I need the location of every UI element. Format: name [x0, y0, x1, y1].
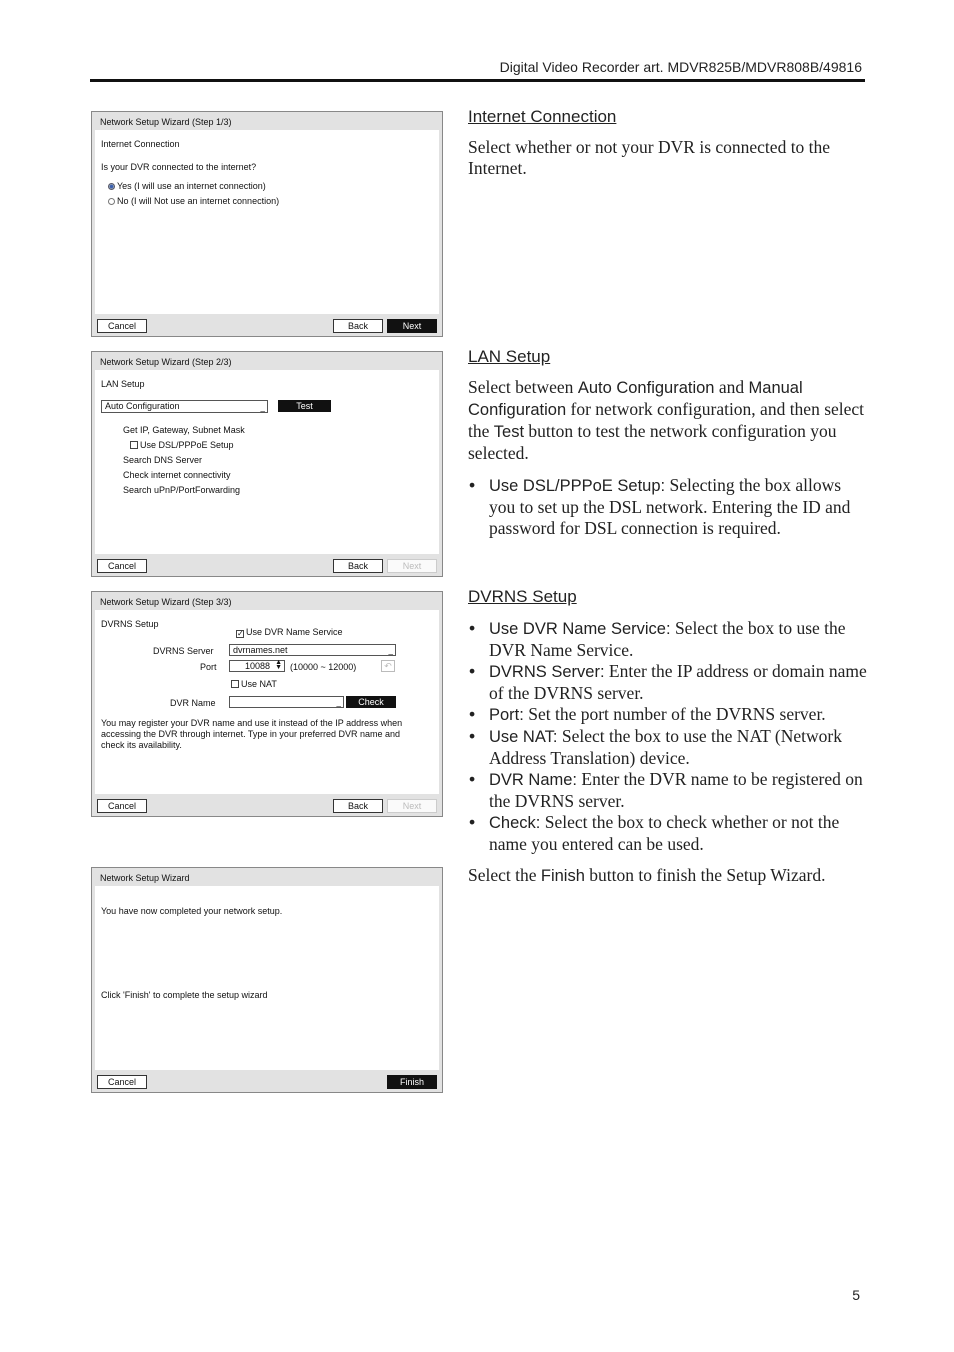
- back-button[interactable]: Back: [333, 799, 383, 813]
- dialog-footer: [92, 794, 442, 816]
- dsl-checkbox[interactable]: [130, 440, 234, 450]
- radio-unselected-icon: [108, 198, 115, 205]
- section-internet: [468, 107, 868, 179]
- check-button[interactable]: Check: [346, 696, 396, 708]
- chevron-down-icon: _: [336, 698, 341, 707]
- dialog-title: Network Setup Wizard (Step 2/3): [100, 357, 232, 367]
- finish-instruction: Click 'Finish' to complete the setup wizard: [101, 990, 268, 1000]
- port-value: 10088: [244, 661, 270, 671]
- lan-step-ip: Get IP, Gateway, Subnet Mask: [123, 425, 245, 435]
- test-button[interactable]: Test: [278, 400, 331, 412]
- list-item: • DVR Name: Enter the DVR name to be registered on the DVRNS server.: [469, 769, 863, 811]
- next-button[interactable]: Next: [387, 319, 437, 333]
- ui-term: DVRNS Server:: [489, 663, 605, 681]
- radio-selected-icon: [108, 183, 115, 190]
- radio-no-label: No (I will Not use an internet connection): [117, 196, 280, 206]
- ui-term: Check:: [489, 814, 541, 832]
- checkbox-icon: [130, 441, 138, 449]
- list-item: • Use DVR Name Service: Select the box to use the DVR Name Service.: [469, 618, 846, 660]
- dvrns-server-label: DVRNS Server: [153, 646, 214, 656]
- dialog-heading: Internet Connection: [101, 139, 180, 149]
- bullet-list: [468, 475, 868, 539]
- dialog-title: Network Setup Wizard: [100, 873, 190, 883]
- use-nat-checkbox[interactable]: [231, 679, 277, 689]
- back-button[interactable]: Back: [333, 559, 383, 573]
- dialog-step1: [91, 111, 443, 337]
- dvr-name-input[interactable]: [229, 696, 344, 708]
- list-item: • DVRNS Server: Enter the IP address or domain name of the DVRNS server.: [469, 661, 867, 703]
- undo-icon[interactable]: ↶: [381, 660, 395, 672]
- radio-no[interactable]: [108, 196, 279, 206]
- finish-button[interactable]: Finish: [387, 1075, 437, 1089]
- ui-term: Auto Configuration: [577, 379, 715, 397]
- section-body: [468, 377, 868, 464]
- dialog-body: [95, 610, 439, 794]
- cancel-button[interactable]: Cancel: [97, 799, 147, 813]
- text: Select the box to use the DVR Name Service.: [489, 618, 846, 660]
- lan-step-internet: Check internet connectivity: [123, 470, 231, 480]
- back-button[interactable]: Back: [333, 319, 383, 333]
- ui-term: Manual Configuration: [468, 379, 803, 419]
- text: Select the box to use the NAT (Network Address Translation) device.: [489, 726, 842, 768]
- checkmark-icon: ✓: [237, 629, 244, 638]
- dialog-heading: DVRNS Setup: [101, 619, 159, 629]
- dialog-footer: [92, 554, 442, 576]
- chevron-down-icon: _: [388, 646, 393, 655]
- dialog-body: [95, 370, 439, 554]
- use-dvrns-checkbox[interactable]: [236, 627, 343, 638]
- lan-config-select[interactable]: [101, 400, 268, 413]
- port-stepper[interactable]: [229, 660, 285, 672]
- bullet-list: [468, 618, 868, 855]
- text: Select the: [468, 865, 541, 885]
- ui-term: DVR Name:: [489, 771, 578, 789]
- text: Enter the IP address or domain name of the DVRNS server.: [489, 661, 867, 703]
- checkbox-icon: [231, 680, 239, 688]
- completed-message: You have now completed your network setup.: [101, 906, 283, 916]
- section-dvrns: [468, 587, 868, 887]
- header-rule: [90, 79, 865, 82]
- dialog-title: Network Setup Wizard (Step 1/3): [100, 117, 232, 127]
- chevron-down-icon: ​_: [260, 403, 265, 412]
- radio-yes-label: Yes (I will use an internet connection): [117, 181, 266, 191]
- text: button to test the network configuration you selected.: [468, 421, 837, 463]
- dvr-name-label: DVR Name: [170, 698, 216, 708]
- ui-term: Finish: [540, 867, 585, 885]
- list-item: • Port: Set the port number of the DVRNS server.: [469, 704, 826, 724]
- cancel-button[interactable]: Cancel: [97, 1075, 147, 1089]
- dialog-footer: [92, 1070, 442, 1092]
- radio-yes[interactable]: [108, 181, 266, 191]
- section-title: Internet Connection: [468, 107, 617, 126]
- dsl-checkbox-label: Use DSL/PPPoE Setup: [140, 440, 234, 450]
- ui-term: Use DSL/PPPoE Setup:: [489, 477, 666, 495]
- list-item: • Use DSL/PPPoE Setup: Selecting the box allows you to set up the DSL network. Entering the ID and password for DSL connection is required.: [469, 475, 851, 538]
- lan-step-upnp: Search uPnP/PortForwarding: [123, 485, 241, 495]
- dialog-heading: LAN Setup: [101, 379, 145, 389]
- dialog-finish: [91, 867, 443, 1093]
- lan-config-select-value: Auto Configuration: [105, 401, 180, 411]
- section-lan: [468, 347, 868, 539]
- cancel-button[interactable]: Cancel: [97, 319, 147, 333]
- port-label: Port: [200, 662, 217, 672]
- next-button[interactable]: Next: [387, 799, 437, 813]
- ui-term: Use DVR Name Service:: [489, 620, 671, 638]
- use-dvrns-label: Use DVR Name Service: [246, 627, 343, 637]
- text: for network configuration, and then select the: [468, 399, 865, 441]
- dvrns-server-input[interactable]: [229, 644, 396, 656]
- section-body: Select whether or not your DVR is connected to the Internet.: [468, 137, 831, 178]
- ui-term: Use NAT:: [489, 728, 558, 746]
- lan-step-dns: Search DNS Server: [123, 455, 203, 465]
- list-item: • Check: Select the box to check whether or not the name you entered can be used.: [469, 812, 840, 854]
- port-range: (10000 ~ 12000): [290, 662, 357, 672]
- dvrns-note: You may register your DVR name and use it instead of the IP address when accessing the DVR through internet. Type in your preferred DVR name and check its availability.: [101, 718, 403, 750]
- dvrns-server-value: dvrnames.net: [233, 645, 288, 655]
- text: button to finish the Setup Wizard.: [584, 865, 826, 885]
- page-number: 5: [852, 1287, 860, 1303]
- section-title: DVRNS Setup: [468, 587, 577, 606]
- cancel-button[interactable]: Cancel: [97, 559, 147, 573]
- text: Select between: [468, 377, 578, 397]
- text: Set the port number of the DVRNS server.: [523, 704, 826, 724]
- dialog-step3: [91, 591, 443, 817]
- dialog-step2: [91, 351, 443, 577]
- ui-term: Test: [493, 423, 525, 441]
- page-header-title: Digital Video Recorder art. MDVR825B/MDVR808B/49816: [499, 59, 862, 75]
- question-label: Is your DVR connected to the internet?: [101, 162, 257, 172]
- finish-instruction-text: [468, 865, 868, 887]
- text: Selecting the box allows you to set up the DSL network. Entering the ID and password for DSL connection is required.: [489, 475, 851, 538]
- next-button[interactable]: Next: [387, 559, 437, 573]
- ui-term: Port:: [489, 706, 524, 724]
- dialog-footer: [92, 314, 442, 336]
- text: Select the box to check whether or not the name you entered can be used.: [489, 812, 840, 854]
- list-item: • Use NAT: Select the box to use the NAT (Network Address Translation) device.: [469, 726, 842, 768]
- use-nat-label: Use NAT: [241, 679, 277, 689]
- section-title: LAN Setup: [468, 347, 551, 366]
- text: and: [714, 377, 749, 397]
- text: Enter the DVR name to be registered on the DVRNS server.: [489, 769, 863, 811]
- dialog-body: [95, 130, 439, 314]
- stepper-arrows-icon: ▲ ▼: [275, 659, 282, 671]
- dialog-title: Network Setup Wizard (Step 3/3): [100, 597, 232, 607]
- dialog-body: [95, 886, 439, 1070]
